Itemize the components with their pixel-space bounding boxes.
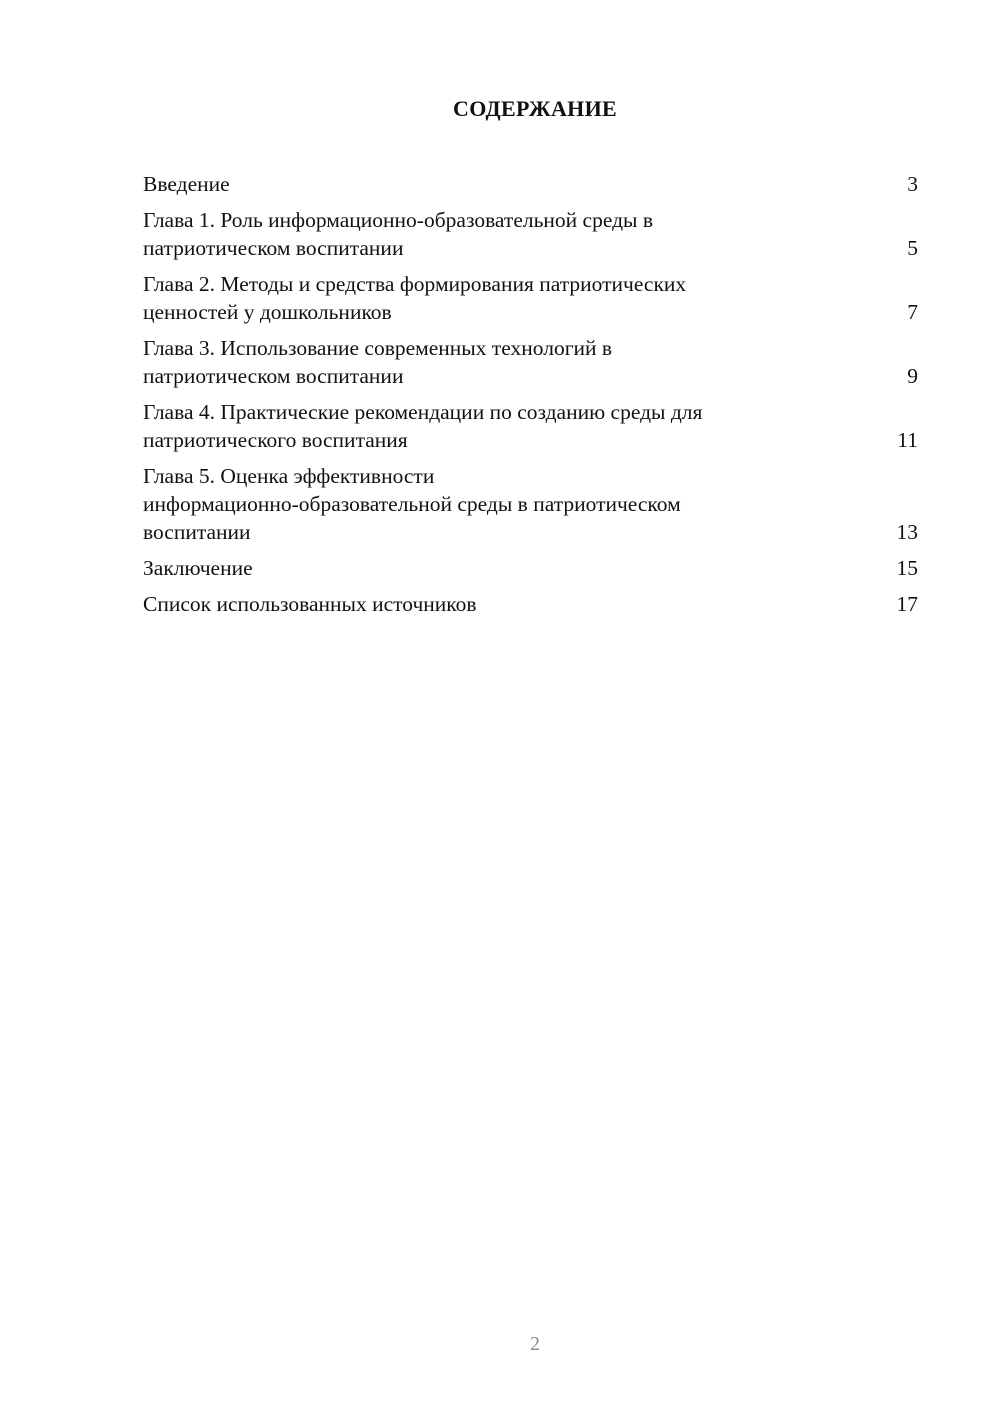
toc-entry-conclusion[interactable] <box>143 554 918 582</box>
toc-entry-title-line: Список использованных источников <box>143 592 477 616</box>
toc-entry-title <box>143 462 808 546</box>
page-number: 2 <box>530 1333 540 1355</box>
toc-entry-title <box>143 334 808 390</box>
toc-entry-title-line: Глава 4. Практические рекомендации по созданию среды для <box>143 400 703 424</box>
toc-entry-title <box>143 590 808 618</box>
toc-entry-page-number: 17 <box>896 592 918 616</box>
page-title: СОДЕРЖАНИЕ <box>453 96 617 121</box>
toc-entry-title-line: патриотического воспитания <box>143 428 408 452</box>
toc-entry-title-line: Глава 3. Использование современных технологий в <box>143 336 613 360</box>
toc-entry-title-line: Заключение <box>143 556 253 580</box>
toc-entry-page-number: 7 <box>907 300 918 324</box>
toc-entry-references[interactable] <box>143 590 918 618</box>
toc-entry-title-line: информационно-образовательной среды в патриотическом <box>143 492 681 516</box>
toc-entry-title <box>143 270 808 326</box>
toc-entry-page-number: 3 <box>907 172 918 196</box>
toc-entry-page-number: 11 <box>897 428 918 452</box>
toc-entry-chapter-1[interactable] <box>143 206 918 262</box>
toc-entry-title-line: Глава 1. Роль информационно-образовательной среды в <box>143 208 653 232</box>
toc-entry-title-line: Введение <box>143 172 230 196</box>
toc-entry-page-number: 15 <box>896 556 918 580</box>
toc-entry-title <box>143 206 808 262</box>
toc-entry-title <box>143 170 808 198</box>
toc-entry-title-line: Глава 5. Оценка эффективности <box>143 464 435 488</box>
toc-entry-title-line: воспитании <box>143 520 251 544</box>
toc-entry-title <box>143 398 808 454</box>
toc-entry-title-line: патриотическом воспитании <box>143 364 404 388</box>
toc-entry-chapter-4[interactable] <box>143 398 918 454</box>
toc-entry-title-line: Глава 2. Методы и средства формирования патриотических <box>143 272 687 296</box>
toc-entry-page-number: 5 <box>907 236 918 260</box>
toc-entry-page-number: 13 <box>896 520 918 544</box>
toc-entry-chapter-5[interactable] <box>143 462 918 546</box>
toc-entry-title-line: ценностей у дошкольников <box>143 300 392 324</box>
toc-entry-page-number: 9 <box>907 364 918 388</box>
toc-entry-title <box>143 554 808 582</box>
toc-entry-title-line: патриотическом воспитании <box>143 236 404 260</box>
toc-entry-chapter-2[interactable] <box>143 270 918 326</box>
toc-entry-chapter-3[interactable] <box>143 334 918 390</box>
table-of-contents <box>143 170 918 626</box>
toc-entry-introduction[interactable] <box>143 170 918 198</box>
